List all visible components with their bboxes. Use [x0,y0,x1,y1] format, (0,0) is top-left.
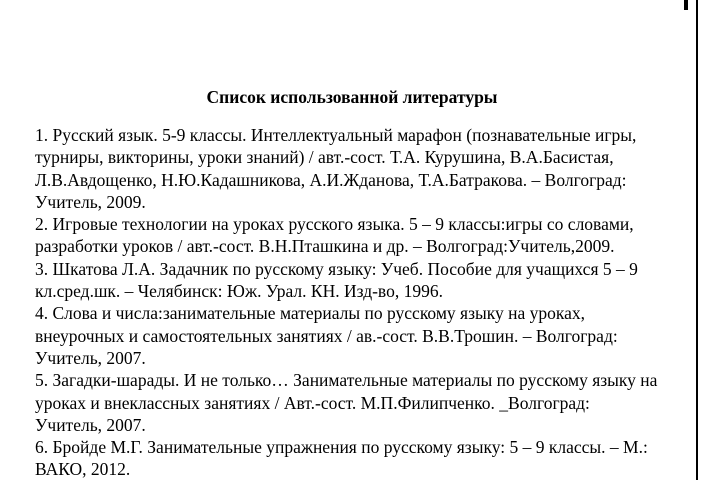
entry-line: 5. Загадки-шарады. И не только… Занимательные материалы по русскому языку на [35,370,658,391]
entry-line: 4. Слова и числа:занимательные материалы по русскому языку на уроках, [35,303,586,324]
bibliography-entry-2 [35,213,695,258]
entry-line: уроках и внеклассных занятиях / Авт.-сост. М.П.Филипченко. _Волгоград: [35,392,590,413]
bibliography-entry-4 [35,302,695,369]
entry-line: 1. Русский язык. 5-9 классы. Интеллектуальный марафон (познавательные игры, [35,125,637,145]
bibliography-entry-6 [35,436,695,481]
page-right-border [696,0,698,480]
entry-line: Л.В.Авдощенко, Н.Ю.Кадашникова, А.И.Жданова, Т.А.Батракова. – Волгоград: [35,169,627,190]
bibliography-entry-3 [35,258,695,303]
bibliography-entry-1 [35,124,695,213]
entry-line: разработки уроков / авт.-сост. В.Н.Пташкина и др. – Волгоград:Учитель,2009. [35,236,615,257]
entry-line: Учитель, 2007. [35,347,146,368]
entry-line: внеурочных и самостоятельных занятиях / ав.-сост. В.В.Трошин. – Волгоград: [35,325,618,346]
entry-line: 2. Игровые технологии на уроках русского языка. 5 – 9 классы:игры со словами, [35,214,634,235]
bibliography-list [35,124,695,481]
entry-line: турниры, викторины, уроки знаний) / авт.-сост. Т.А. Курушина, В.А.Басистая, [35,147,614,168]
page-title: Список использованной литературы [206,87,498,107]
bibliography-entry-5 [35,369,695,436]
entry-line: Учитель, 2007. [35,414,146,435]
entry-line: Учитель, 2009. [35,191,146,212]
entry-line: кл.сред.шк. – Челябинск: Юж. Урал. КН. Изд-во, 1996. [35,281,443,302]
page-edge-mark [684,0,688,10]
entry-line: ВАКО, 2012. [35,459,131,480]
entry-line: 6. Бройде М.Г. Занимательные упражнения по русскому языку: 5 – 9 классы. – М.: [35,437,648,458]
entry-line: 3. Шкатова Л.А. Задачник по русскому языку: Учеб. Пособие для учащихся 5 – 9 [35,258,638,279]
